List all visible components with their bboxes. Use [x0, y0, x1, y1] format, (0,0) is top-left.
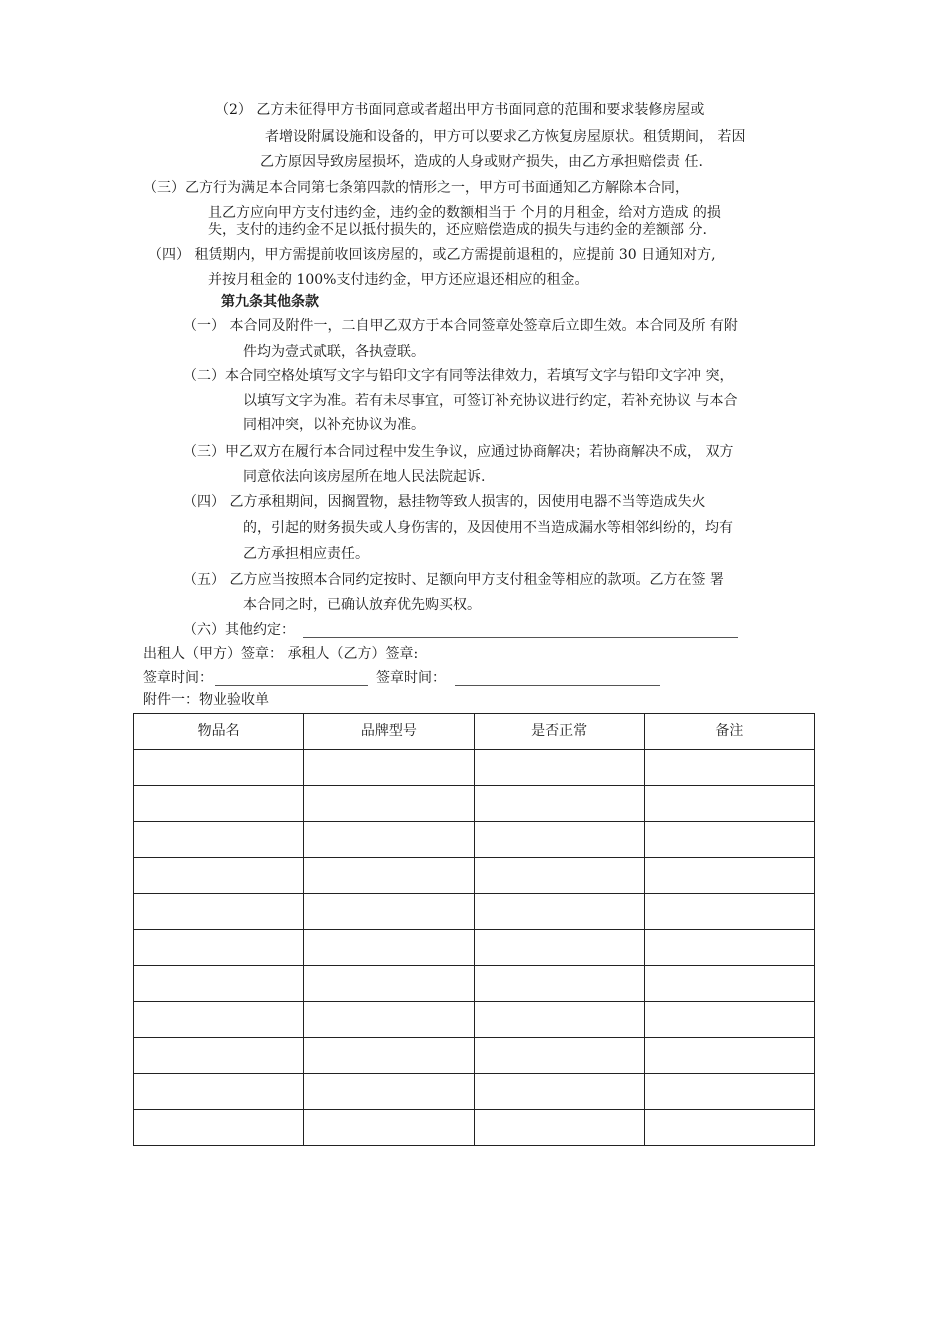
table-cell[interactable] — [304, 786, 474, 822]
table-cell[interactable] — [304, 966, 474, 1002]
table-cell[interactable] — [304, 1002, 474, 1038]
table-cell[interactable] — [134, 786, 304, 822]
table-cell[interactable] — [644, 1110, 814, 1146]
table-cell[interactable] — [304, 822, 474, 858]
table-row — [134, 750, 815, 786]
table-row — [134, 1110, 815, 1146]
clause-8-3-line1: （三）乙方行为满足本合同第七条第四款的情形之一，甲方可书面通知乙方解除本合同， — [143, 180, 689, 196]
table-cell[interactable] — [304, 858, 474, 894]
clause-9-5-line2: 本合同之时，已确认放弃优先购买权。 — [243, 597, 481, 613]
clause-8-2-line2: 者增设附属设施和设备的，甲方可以要求乙方恢复房屋原状。租赁期间， 若因 — [265, 129, 746, 145]
property-inspection-table — [133, 713, 815, 1146]
table-cell[interactable] — [474, 786, 644, 822]
table-row — [134, 966, 815, 1002]
table-cell[interactable] — [644, 822, 814, 858]
table-cell[interactable] — [644, 1038, 814, 1074]
clause-8-2-line1: （2） 乙方未征得甲方书面同意或者超出甲方书面同意的范围和要求装修房屋或 — [215, 102, 705, 118]
table-row — [134, 1002, 815, 1038]
header-brand-model: 品牌型号 — [304, 714, 474, 750]
table-row — [134, 930, 815, 966]
table-cell[interactable] — [644, 894, 814, 930]
table-cell[interactable] — [134, 1038, 304, 1074]
clause-9-2-line2: 以填写文字为准。若有未尽事宜，可签订补充协议进行约定，若补充协议 与本合 — [243, 393, 738, 409]
clause-8-2-line3: 乙方原因导致房屋损坏，造成的人身或财产损失，由乙方承担赔偿责 任. — [260, 154, 703, 170]
landlord-sign-date-blank[interactable] — [215, 685, 368, 686]
table-cell[interactable] — [644, 1074, 814, 1110]
clause-9-2-line3: 同相冲突，以补充协议为准。 — [243, 417, 425, 433]
table-cell[interactable] — [474, 822, 644, 858]
table-row — [134, 858, 815, 894]
table-cell[interactable] — [134, 1074, 304, 1110]
table-cell[interactable] — [304, 1038, 474, 1074]
clause-9-4-line2: 的，引起的财务损失或人身伤害的，及因使用不当造成漏水等相邻纠纷的，均有 — [243, 520, 733, 536]
table-row — [134, 1074, 815, 1110]
table-row — [134, 786, 815, 822]
clause-9-1-line2: 件均为壹式贰联，各执壹联。 — [243, 344, 425, 360]
table-cell[interactable] — [134, 1110, 304, 1146]
table-cell[interactable] — [134, 894, 304, 930]
table-cell[interactable] — [134, 966, 304, 1002]
table-cell[interactable] — [474, 1074, 644, 1110]
table-header-row — [134, 714, 815, 750]
clause-8-3-line3: 失，支付的违约金不足以抵付损失的，还应赔偿造成的损失与违约金的差额部 分. — [208, 222, 707, 238]
table-cell[interactable] — [474, 1038, 644, 1074]
table-cell[interactable] — [134, 822, 304, 858]
table-cell[interactable] — [474, 858, 644, 894]
table-cell[interactable] — [304, 1074, 474, 1110]
table-cell[interactable] — [644, 930, 814, 966]
landlord-sign-date-label: 签章时间： — [143, 670, 213, 686]
attachment-1-title: 附件一：物业验收单 — [143, 692, 269, 708]
table-cell[interactable] — [474, 894, 644, 930]
table-cell[interactable] — [644, 966, 814, 1002]
table-cell[interactable] — [304, 1110, 474, 1146]
table-cell[interactable] — [134, 858, 304, 894]
header-remarks: 备注 — [644, 714, 814, 750]
table-cell[interactable] — [134, 1002, 304, 1038]
clause-8-4-line2: 并按月租金的 100%支付违约金，甲方还应退还相应的租金。 — [208, 272, 589, 288]
table-cell[interactable] — [474, 750, 644, 786]
tenant-sign-date-blank[interactable] — [455, 685, 660, 686]
header-is-normal: 是否正常 — [474, 714, 644, 750]
table-cell[interactable] — [474, 966, 644, 1002]
article-9-heading: 第九条其他条款 — [221, 294, 319, 310]
clause-8-3-line2: 且乙方应向甲方支付违约金，违约金的数额相当于 个月的月租金，给对方造成 的损 — [208, 205, 721, 221]
table-row — [134, 894, 815, 930]
table-cell[interactable] — [304, 930, 474, 966]
table-cell[interactable] — [644, 1002, 814, 1038]
clause-9-1-line1: （一） 本合同及附件一，二自甲乙双方于本合同签章处签章后立即生效。本合同及所 有附 — [183, 318, 738, 334]
table-cell[interactable] — [474, 930, 644, 966]
table-cell[interactable] — [304, 750, 474, 786]
table-cell[interactable] — [474, 1002, 644, 1038]
clause-9-6-label: （六）其他约定： — [183, 622, 295, 638]
table-row — [134, 1038, 815, 1074]
table-cell[interactable] — [644, 858, 814, 894]
table-cell[interactable] — [134, 930, 304, 966]
table-cell[interactable] — [134, 750, 304, 786]
table-cell[interactable] — [644, 750, 814, 786]
clause-9-2-line1: （二）本合同空格处填写文字与铅印文字有同等法律效力，若填写文字与铅印文字冲 突， — [183, 368, 734, 384]
clause-9-5-line1: （五） 乙方应当按照本合同约定按时、足额向甲方支付租金等相应的款项。乙方在签 署 — [183, 572, 724, 588]
header-item-name: 物品名 — [134, 714, 304, 750]
other-terms-blank-line[interactable] — [303, 637, 738, 638]
clause-8-4-line1: （四） 租赁期内，甲方需提前收回该房屋的，或乙方需提前退租的，应提前 30 日通知对方, — [148, 247, 716, 263]
table-cell[interactable] — [644, 786, 814, 822]
table-row — [134, 822, 815, 858]
clause-9-4-line3: 乙方承担相应责任。 — [243, 546, 369, 562]
signature-labels: 出租人（甲方）签章： 承租人（乙方）签章: — [143, 646, 419, 662]
table-cell[interactable] — [474, 1110, 644, 1146]
clause-9-3-line2: 同意依法向该房屋所在地人民法院起诉. — [243, 469, 486, 485]
clause-9-4-line1: （四） 乙方承租期间，因搁置物，悬挂物等致人损害的，因使用电器不当等造成失火 — [183, 494, 706, 510]
table-cell[interactable] — [304, 894, 474, 930]
tenant-sign-date-label: 签章时间： — [376, 670, 446, 686]
clause-9-3-line1: （三）甲乙双方在履行本合同过程中发生争议，应通过协商解决；若协商解决不成， 双方 — [183, 444, 734, 460]
